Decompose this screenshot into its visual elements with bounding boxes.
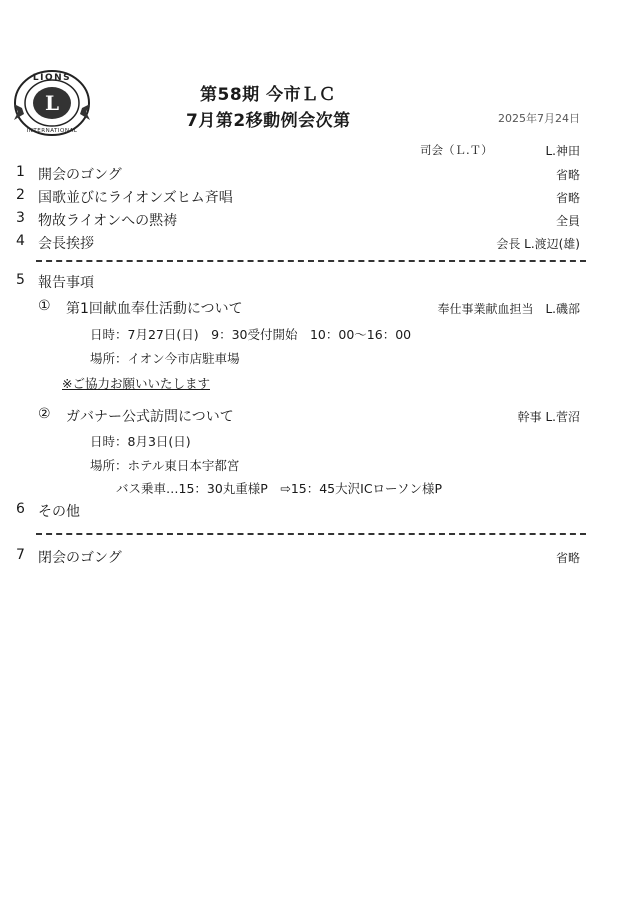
- item-7-label: 閉会のゴング: [38, 550, 122, 566]
- sub1-datetime: 日時：7月27日(日) 9：30受付開始 10：00～16：00: [90, 327, 412, 342]
- title-line2: 7月第2移動例会次第: [186, 111, 351, 131]
- sub2-label: ガバナー公式訪問について: [66, 409, 234, 425]
- sub1-place: 場所：イオン今市店駐車場: [90, 351, 240, 366]
- sub2-datetime: 日時：8月3日(日): [90, 434, 191, 449]
- sub2-mark: ②: [38, 406, 51, 422]
- item-3-label: 物故ライオンへの黙祷: [38, 213, 178, 229]
- item-1-number: 1: [16, 164, 25, 180]
- item-3-number: 3: [16, 210, 25, 226]
- item-2-label: 国歌並びにライオンズヒム斉唱: [38, 190, 233, 206]
- item-2-number: 2: [16, 187, 25, 203]
- document-date: 2025年7月24日: [498, 112, 580, 125]
- dashed-divider: [36, 260, 586, 262]
- sub2-right: 幹事 L.菅沼: [517, 410, 580, 424]
- mc-role: 司会（Ｌ.Ｔ）: [420, 143, 493, 157]
- item-6-label: その他: [38, 504, 80, 520]
- sub1-label: 第1回献血奉仕活動について: [66, 301, 243, 317]
- svg-text:INTERNATIONAL: INTERNATIONAL: [26, 128, 78, 134]
- mc-name: L.神田: [545, 144, 580, 158]
- title-line1: 第58期 今市ＬＣ: [200, 85, 337, 105]
- item-4-right: 会長 L.渡辺(雄): [496, 237, 580, 251]
- item-1-label: 開会のゴング: [38, 167, 122, 183]
- sub2-bus: バス乗車…15：30丸重様P ⇨15：45大沢ICローソン様P: [116, 481, 443, 496]
- item-7-number: 7: [16, 547, 25, 563]
- sub1-mark: ①: [38, 298, 51, 314]
- svg-text:LIONS: LIONS: [32, 73, 72, 83]
- item-1-right: 省略: [555, 168, 580, 182]
- lions-logo: [12, 68, 92, 138]
- sub1-right: 奉仕事業献血担当 L.磯部: [437, 302, 580, 316]
- sub1-note: ※ご協力お願いいたします: [62, 376, 210, 391]
- item-4-label: 会長挨拶: [38, 236, 94, 252]
- item-7-right: 省略: [555, 551, 580, 565]
- item-5-label: 報告事項: [38, 275, 94, 291]
- item-4-number: 4: [16, 233, 25, 249]
- item-5-number: 5: [16, 272, 25, 288]
- sub2-place: 場所：ホテル東日本宇都宮: [90, 458, 240, 473]
- dashed-divider: [36, 533, 586, 535]
- item-3-right: 全員: [555, 214, 580, 228]
- item-2-right: 省略: [555, 191, 580, 205]
- svg-text:L: L: [44, 91, 60, 115]
- item-6-number: 6: [16, 501, 25, 517]
